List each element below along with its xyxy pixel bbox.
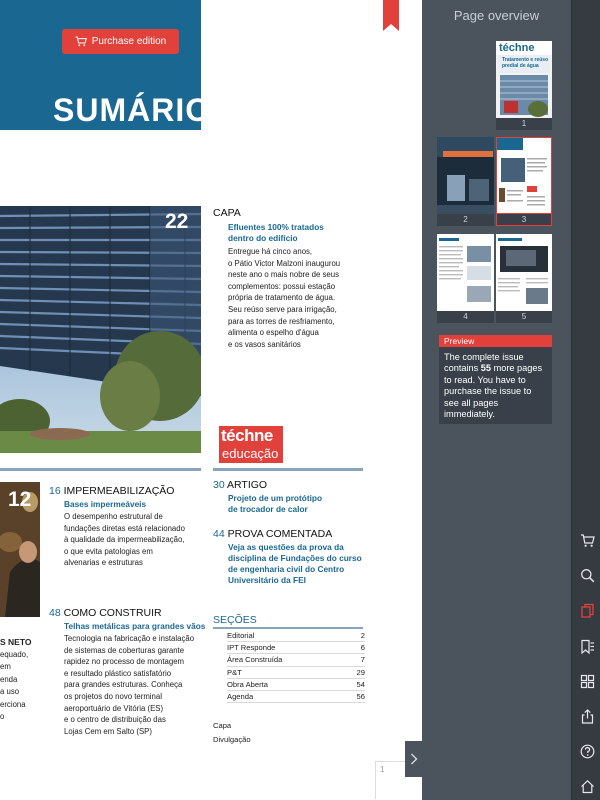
page-thumbnail-label: 2 — [437, 214, 494, 226]
cart-button[interactable] — [578, 531, 596, 549]
article-photo-number: 12 — [8, 488, 32, 511]
techne-educacao-logo — [219, 426, 283, 464]
secoes-row — [227, 642, 365, 654]
pages-icon — [580, 603, 595, 618]
article-48-title: COMO CONSTRUIR — [63, 607, 162, 619]
grid-icon — [580, 674, 595, 689]
article-30-number: 30 — [213, 479, 225, 491]
secoes-title: SEÇÕES — [213, 614, 257, 626]
article-16-title: IMPERMEABILIZAÇÃO — [63, 485, 175, 497]
share-icon — [580, 709, 595, 724]
secoes-row-page: 29 — [356, 667, 365, 677]
page-thumbnail-5[interactable] — [496, 234, 552, 311]
secoes-row — [227, 654, 365, 666]
secoes-row — [227, 667, 365, 679]
cover-body-line: e os vasos sanitários — [228, 339, 301, 349]
article-16-body — [64, 511, 185, 569]
article-30-subtitle — [228, 493, 322, 515]
bookmark-icon[interactable] — [383, 0, 399, 31]
cover-body-line: alimenta o espelho d'água — [228, 328, 319, 338]
preview-page-count: 55 — [480, 363, 492, 374]
preview-text — [439, 347, 552, 420]
thumbnail-cover-logo: téchne — [499, 42, 535, 54]
section-divider — [213, 468, 363, 471]
photo-credit-label: Capa — [213, 721, 232, 730]
article-48-number: 48 — [49, 607, 61, 619]
secoes-divider — [213, 627, 363, 629]
cover-subtitle-line-2: dentro do edifício — [228, 233, 298, 243]
secoes-list — [227, 630, 365, 703]
page-title: SUMÁRIO — [53, 92, 212, 128]
article-48-heading — [49, 607, 162, 620]
preview-header: Preview — [439, 335, 552, 347]
grid-view-button[interactable] — [578, 672, 596, 690]
page-header-band — [0, 0, 212, 130]
search-icon — [580, 568, 595, 583]
article-48-body-line: para grandes estruturas. Conheça — [64, 680, 183, 690]
article-30-title: ARTIGO — [227, 479, 268, 491]
chevron-right-icon — [410, 753, 418, 765]
article-16-body-line: alvenarias e estruturas — [64, 558, 143, 568]
toc-icon — [580, 639, 595, 654]
article-44-title: PROVA COMENTADA — [227, 528, 333, 540]
secoes-row-page: 54 — [356, 679, 365, 689]
page-thumbnail-label: 5 — [496, 311, 552, 323]
article-16-body-line: o que evita patologias em — [64, 546, 153, 556]
article-48-body-line: de sistemas de coberturas garante — [64, 645, 185, 655]
page-thumbnail-3[interactable] — [496, 137, 552, 214]
cropped-line: erciona — [0, 699, 26, 709]
secoes-row-name: Área Construída — [227, 655, 283, 665]
preview-text-part: more pages to read. You have to purchase the issue to see all pages immediately. — [444, 363, 543, 420]
preview-box — [439, 335, 552, 424]
cover-kicker: CAPA — [213, 207, 241, 219]
right-toolbar — [571, 0, 600, 800]
purchase-edition-button[interactable] — [62, 29, 179, 54]
cover-photo — [0, 206, 201, 453]
secoes-row-name: Agenda — [227, 691, 254, 701]
secoes-row-page: 2 — [360, 631, 365, 640]
page-number: 1 — [375, 761, 405, 799]
article-48-body-line: Tecnologia na fabricação e instalação — [64, 634, 195, 643]
help-button[interactable] — [578, 742, 596, 760]
page-thumbnail-2[interactable] — [437, 137, 494, 214]
cropped-left-column — [0, 636, 32, 724]
article-48-body — [64, 633, 194, 737]
cover-body-line: Seu reúso serve para irrigação, — [228, 304, 337, 314]
secoes-row-name: IPT Responde — [227, 643, 276, 653]
logo-line-2: educação — [219, 446, 283, 463]
home-icon — [580, 779, 595, 794]
help-icon — [580, 744, 595, 759]
article-44-subtitle-line: Universitário da FEI — [228, 575, 306, 585]
secoes-row — [227, 679, 365, 691]
cover-subtitle-line-1: Efluentes 100% tratados — [228, 222, 324, 232]
page-overview-button[interactable] — [578, 601, 596, 619]
article-44-number: 44 — [213, 528, 225, 540]
table-of-contents-button[interactable] — [578, 637, 596, 655]
secoes-row — [227, 630, 365, 642]
preview-text-part: The complete issue contains — [444, 352, 524, 374]
secoes-row — [227, 691, 365, 703]
article-30-heading — [213, 479, 267, 492]
cover-body-line: Entregue há cinco anos, — [228, 247, 313, 256]
cropped-line: enda — [0, 674, 18, 684]
article-16-body-line: O desempenho estrutural de — [64, 512, 163, 521]
secoes-row-page: 56 — [356, 691, 365, 701]
article-48-body-line: e o centro de distribuição das — [64, 715, 166, 725]
page-thumbnail-label: 1 — [496, 118, 552, 130]
article-44-subtitle — [228, 542, 362, 586]
cover-body — [228, 246, 340, 350]
article-44-subtitle-line: de engenharia civil do Centro — [228, 564, 345, 574]
cover-body-line: o Pátio Victor Malzoni inaugurou — [228, 258, 341, 268]
photo-credit-value: Divulgação — [213, 735, 251, 744]
article-44-subtitle-line: disciplina de Fundações do curso — [228, 553, 362, 563]
logo-line-1: téchne — [219, 426, 283, 446]
article-16-heading — [49, 485, 174, 498]
cropped-line: equado, — [0, 649, 29, 659]
article-16-body-line: fundações diretas está relacionado — [64, 523, 185, 533]
cover-page-number: 22 — [165, 210, 189, 233]
article-30-subtitle-line: de trocador de calor — [228, 504, 308, 514]
article-48-subtitle: Telhas metálicas para grandes vãos — [64, 621, 206, 631]
article-30-subtitle-line: Projeto de um protótipo — [228, 493, 323, 503]
toggle-overview-button[interactable] — [405, 741, 422, 777]
search-button[interactable] — [578, 566, 596, 584]
share-button[interactable] — [578, 707, 596, 725]
secoes-row-page: 7 — [360, 655, 365, 665]
article-48-body-line: os projetos do novo terminal — [64, 691, 162, 701]
home-button[interactable] — [578, 777, 596, 795]
cover-body-line: própria de tratamento de água. — [228, 293, 336, 303]
section-divider — [0, 468, 201, 471]
secoes-row-name: Obra Aberta — [227, 679, 268, 689]
article-48-body-line: e resultado plástico satisfatório — [64, 668, 172, 678]
cropped-line: o — [0, 712, 5, 721]
article-16-number: 16 — [49, 485, 61, 497]
cropped-heading: S NETO — [0, 637, 32, 647]
page-thumbnail-4[interactable] — [437, 234, 494, 311]
cropped-line: a uso — [0, 687, 20, 696]
article-48-body-line: rapidez no processo de montagem — [64, 657, 185, 667]
secoes-row-name: P&T — [227, 667, 242, 677]
cover-body-line: neste ano o mais nobre de seus — [228, 270, 339, 280]
thumbnail-cover-headline: Tratamento e reúso predial de água — [502, 57, 549, 69]
secoes-row-name: Editorial — [227, 631, 255, 640]
page-overview-title: Page overview — [453, 8, 540, 23]
page-thumbnail-label: 4 — [437, 311, 494, 323]
article-48-body-line: Lojas Cem em Salto (SP) — [64, 726, 152, 736]
cropped-line: em — [0, 662, 11, 671]
article-44-heading — [213, 528, 332, 541]
cart-icon — [580, 533, 595, 548]
cart-icon — [75, 36, 87, 47]
article-44-subtitle-line: Veja as questões da prova da — [228, 542, 344, 552]
article-16-subtitle: Bases impermeáveis — [64, 499, 147, 509]
article-16-body-line: à qualidade da impermeabilização, — [64, 535, 185, 545]
purchase-edition-label: Purchase edition — [91, 36, 167, 47]
page-thumbnail-label: 3 — [496, 214, 552, 226]
cover-body-line: para as torres de resfriamento, — [228, 316, 335, 326]
cover-body-line: complementos: possui estação — [228, 281, 336, 291]
article-48-body-line: aeroportuário de Vitória (ES) — [64, 703, 164, 713]
secoes-row-page: 6 — [360, 643, 365, 653]
